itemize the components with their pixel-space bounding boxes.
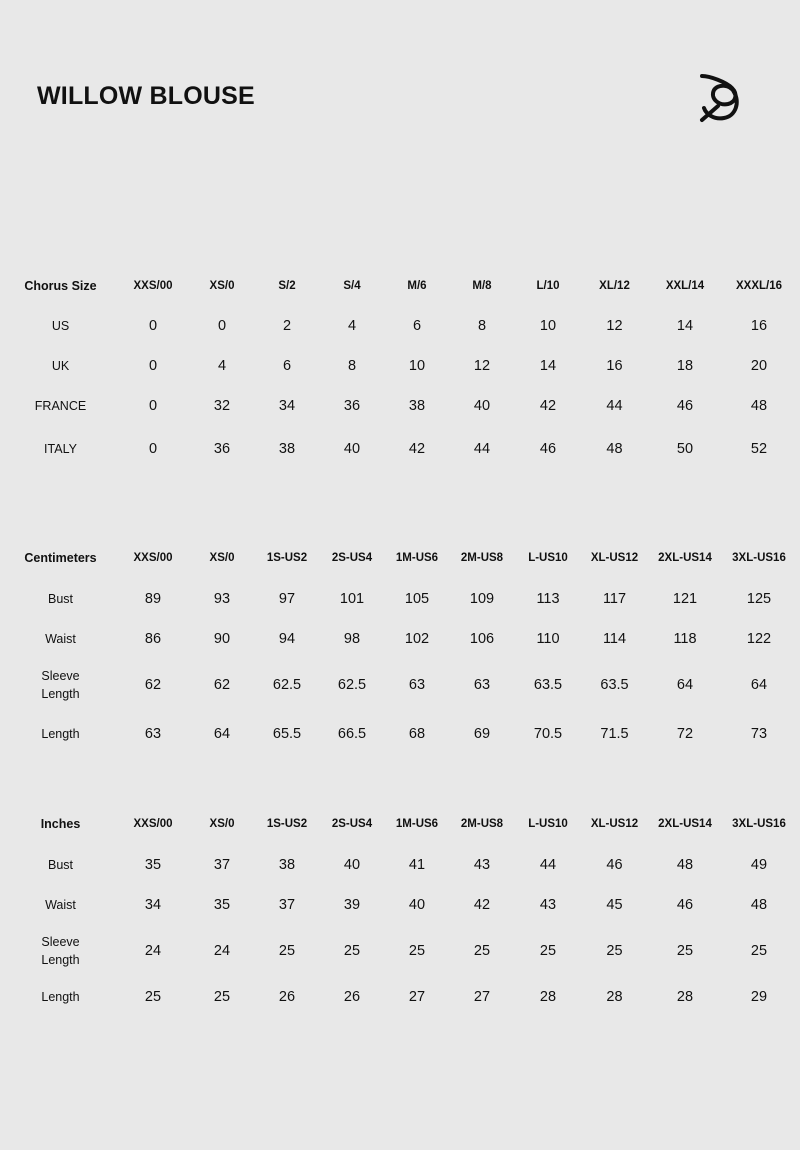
centimeters-measurement-table <box>0 538 800 756</box>
table-row <box>0 346 800 386</box>
table-cell: 0 <box>217 318 227 334</box>
table-cell: 46 <box>676 398 694 414</box>
table-cell: 98 <box>343 631 361 647</box>
table-cell: 38 <box>278 857 296 873</box>
table-header-row <box>0 538 800 578</box>
size-column-header: 1S-US2 <box>266 818 308 830</box>
table-row <box>0 925 800 977</box>
table-cell: 0 <box>148 398 158 414</box>
table-cell: 64 <box>676 677 694 693</box>
table-cell: 2 <box>282 318 292 334</box>
table-cell: 42 <box>408 441 426 457</box>
table-cell: 48 <box>676 857 694 873</box>
size-column-header: XS/0 <box>209 280 235 292</box>
size-column-header: 2M-US8 <box>460 818 504 830</box>
table-row <box>0 620 800 658</box>
table-cell: 42 <box>473 897 491 913</box>
table-cell: 16 <box>750 318 768 334</box>
table-cell: 65.5 <box>272 726 302 742</box>
table-cell: 36 <box>343 398 361 414</box>
size-column-header: 1M-US6 <box>395 818 439 830</box>
table-cell: 28 <box>676 989 694 1005</box>
table-cell: 25 <box>750 943 768 959</box>
row-label: FRANCE <box>34 399 87 413</box>
table-cell: 20 <box>750 358 768 374</box>
table-cell: 44 <box>539 857 557 873</box>
table-cell: 38 <box>408 398 426 414</box>
table-cell: 12 <box>473 358 491 374</box>
size-column-header: XXXL/16 <box>735 280 783 292</box>
table-cell: 45 <box>606 897 623 913</box>
table-row <box>0 977 800 1017</box>
table-cell: 46 <box>539 441 557 457</box>
row-label: Sleeve Length <box>41 935 80 967</box>
table-cell: 89 <box>144 591 162 607</box>
size-column-header: XS/0 <box>209 552 235 564</box>
table-cell: 44 <box>473 441 491 457</box>
table-cell: 121 <box>672 591 698 607</box>
table-cell: 26 <box>278 989 296 1005</box>
row-label: Sleeve Length <box>41 669 80 701</box>
table-cell: 25 <box>144 989 162 1005</box>
table-cell: 90 <box>213 631 231 647</box>
table-cell: 43 <box>539 897 557 913</box>
table-cell: 125 <box>746 591 772 607</box>
table-cell: 16 <box>606 358 623 374</box>
table-cell: 93 <box>213 591 231 607</box>
size-column-header: 2XL-US14 <box>658 552 712 564</box>
size-column-header: L/10 <box>536 280 560 292</box>
size-column-header: XXL/14 <box>665 280 705 292</box>
table-cell: 25 <box>676 943 694 959</box>
chorus-c-loop-logo-icon <box>696 72 744 124</box>
table-row <box>0 885 800 925</box>
table-cell: 122 <box>746 631 772 647</box>
table-cell: 72 <box>676 726 694 742</box>
table-cell: 40 <box>343 857 361 873</box>
table-row <box>0 306 800 346</box>
size-column-header: S/2 <box>278 280 296 292</box>
size-column-header: XL-US12 <box>590 552 639 564</box>
table-cell: 27 <box>473 989 491 1005</box>
table-cell: 29 <box>750 989 768 1005</box>
row-label: Length <box>41 990 80 1004</box>
size-column-header: 3XL-US16 <box>732 552 786 564</box>
table-cell: 48 <box>606 441 623 457</box>
size-column-header: M/8 <box>472 280 492 292</box>
table-cell: 34 <box>144 897 162 913</box>
size-column-header: L-US10 <box>528 552 568 564</box>
size-column-header: XXS/00 <box>133 818 173 830</box>
table-cell: 63 <box>408 677 426 693</box>
table-cell: 70.5 <box>533 726 563 742</box>
table-cell: 32 <box>213 398 231 414</box>
table-cell: 14 <box>676 318 694 334</box>
table-cell: 37 <box>278 897 296 913</box>
size-column-header: XL-US12 <box>590 818 639 830</box>
size-column-header: 1S-US2 <box>266 552 308 564</box>
size-column-header: 2S-US4 <box>331 818 373 830</box>
table-cell: 48 <box>750 398 768 414</box>
table-cell: 10 <box>539 318 557 334</box>
table-cell: 12 <box>606 318 623 334</box>
table-cell: 10 <box>408 358 426 374</box>
table-cell: 24 <box>144 943 162 959</box>
size-column-header: XXS/00 <box>133 280 173 292</box>
size-column-header: 3XL-US16 <box>732 818 786 830</box>
table-cell: 8 <box>477 318 487 334</box>
table-cell: 117 <box>602 591 627 607</box>
row-label: UK <box>51 359 70 373</box>
table-cell: 105 <box>404 591 430 607</box>
table-cell: 35 <box>213 897 231 913</box>
table-cell: 118 <box>673 631 697 647</box>
size-conversion-table <box>0 266 800 472</box>
row-label: Length <box>41 727 80 741</box>
size-column-header: XS/0 <box>209 818 235 830</box>
table-cell: 39 <box>343 897 361 913</box>
table-cell: 73 <box>750 726 768 742</box>
table-cell: 69 <box>473 726 491 742</box>
table-cell: 27 <box>408 989 426 1005</box>
table-cell: 8 <box>347 358 357 374</box>
table-cell: 25 <box>213 989 231 1005</box>
row-label: ITALY <box>44 442 77 456</box>
table-cell: 50 <box>676 441 694 457</box>
table-cell: 97 <box>278 591 296 607</box>
table-cell: 41 <box>408 857 426 873</box>
table-cell: 64 <box>213 726 231 742</box>
table-cell: 0 <box>148 358 158 374</box>
size-column-header: S/4 <box>343 280 361 292</box>
table-row <box>0 426 800 472</box>
table-cell: 86 <box>144 631 162 647</box>
table-cell: 109 <box>469 591 495 607</box>
table-cell: 114 <box>602 631 627 647</box>
table-header-row <box>0 803 800 845</box>
table-cell: 62.5 <box>337 677 367 693</box>
table-cell: 14 <box>539 358 557 374</box>
table-cell: 25 <box>343 943 361 959</box>
size-column-header: XL/12 <box>599 280 630 292</box>
row-label: Bust <box>47 858 73 872</box>
table-cell: 63.5 <box>600 677 629 693</box>
size-column-header: XXS/00 <box>133 552 173 564</box>
size-column-header: M/6 <box>407 280 427 292</box>
table-cell: 52 <box>750 441 768 457</box>
table-cell: 18 <box>676 358 694 374</box>
table-cell: 42 <box>539 398 557 414</box>
table-row <box>0 712 800 756</box>
row-label: Waist <box>45 898 76 912</box>
row-label: Bust <box>47 592 73 606</box>
table-cell: 113 <box>536 591 560 607</box>
table-cell: 28 <box>539 989 557 1005</box>
table-cell: 68 <box>408 726 426 742</box>
table-cell: 25 <box>473 943 491 959</box>
table-header-row <box>0 266 800 306</box>
table-cell: 40 <box>408 897 426 913</box>
table-row <box>0 578 800 620</box>
row-label: Waist <box>45 632 76 646</box>
table-cell: 25 <box>606 943 623 959</box>
table-cell: 48 <box>750 897 768 913</box>
inches-measurement-table <box>0 803 800 1017</box>
size-column-header: 2M-US8 <box>460 552 504 564</box>
table-cell: 64 <box>750 677 768 693</box>
size-column-header: 2S-US4 <box>331 552 373 564</box>
table-cell: 26 <box>343 989 361 1005</box>
table-cell: 102 <box>404 631 430 647</box>
table-title: Chorus Size <box>24 279 97 293</box>
table-cell: 62 <box>144 677 162 693</box>
table-cell: 38 <box>278 441 296 457</box>
table-cell: 62.5 <box>272 677 302 693</box>
table-cell: 43 <box>473 857 491 873</box>
table-cell: 106 <box>469 631 495 647</box>
table-cell: 28 <box>606 989 623 1005</box>
table-cell: 101 <box>339 591 365 607</box>
table-cell: 25 <box>278 943 296 959</box>
table-cell: 0 <box>148 441 158 457</box>
table-cell: 49 <box>750 857 768 873</box>
table-cell: 4 <box>217 358 227 374</box>
table-cell: 62 <box>213 677 231 693</box>
table-cell: 110 <box>536 631 560 647</box>
table-cell: 63.5 <box>533 677 563 693</box>
table-cell: 63 <box>473 677 491 693</box>
table-cell: 40 <box>343 441 361 457</box>
table-cell: 0 <box>148 318 158 334</box>
table-cell: 63 <box>144 726 162 742</box>
table-row <box>0 386 800 426</box>
table-cell: 40 <box>473 398 491 414</box>
table-cell: 37 <box>213 857 231 873</box>
table-cell: 94 <box>278 631 296 647</box>
table-cell: 25 <box>408 943 426 959</box>
row-label: US <box>51 319 70 333</box>
table-cell: 34 <box>278 398 296 414</box>
table-cell: 71.5 <box>600 726 629 742</box>
table-cell: 66.5 <box>337 726 367 742</box>
table-cell: 24 <box>213 943 231 959</box>
table-cell: 36 <box>213 441 231 457</box>
table-title: Inches <box>40 817 81 831</box>
table-cell: 6 <box>412 318 422 334</box>
size-column-header: L-US10 <box>528 818 568 830</box>
table-cell: 44 <box>606 398 623 414</box>
table-cell: 46 <box>676 897 694 913</box>
table-row <box>0 845 800 885</box>
table-title: Centimeters <box>24 551 97 565</box>
table-cell: 4 <box>347 318 357 334</box>
table-cell: 46 <box>606 857 623 873</box>
page-title: WILLOW BLOUSE <box>37 82 255 110</box>
table-cell: 25 <box>539 943 557 959</box>
table-cell: 6 <box>282 358 292 374</box>
table-cell: 35 <box>144 857 162 873</box>
size-column-header: 2XL-US14 <box>658 818 712 830</box>
size-column-header: 1M-US6 <box>395 552 439 564</box>
table-row <box>0 658 800 712</box>
